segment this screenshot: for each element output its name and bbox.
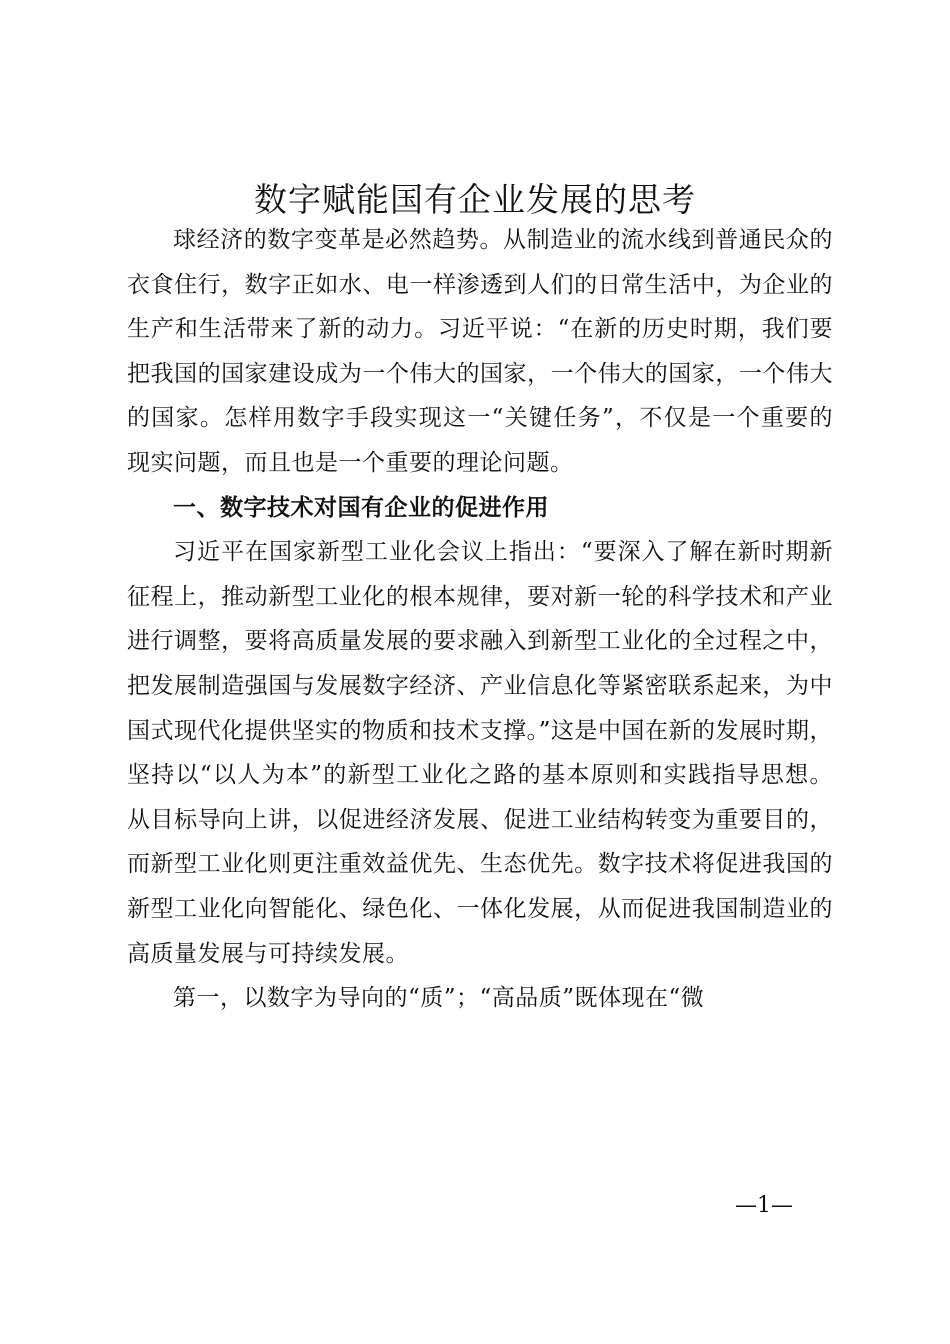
section-heading: 一、数字技术对国有企业的促进作用	[173, 494, 549, 521]
paragraph-first-point: 第一，以数字为导向的“质”；“高品质”既体现在“微	[173, 985, 705, 1012]
document-body	[127, 218, 833, 1021]
page-number: —1—	[735, 1193, 793, 1218]
page-title: 数字赋能国有企业发展的思考	[254, 180, 696, 219]
paragraph-intro: 球经济的数字变革是必然趋势。从制造业的流水线到普通民众的衣食住行，数字正如水、电一样渗透到人们的日常生活中，为企业的生产和生活带来了新的动力。习近平说：“在新的历史时期，我们要把我国的国家建设成为一个伟大的国家，一个伟大的国家，一个伟大的国家。怎样用数字手段实现这一“关键任务”，不仅是一个重要的现实问题，而且也是一个重要的理论问题。	[127, 227, 833, 476]
paragraph-section-one: 习近平在国家新型工业化会议上指出：“要深入了解在新时期新征程上，推动新型工业化的根本规律，要对新一轮的科学技术和产业进行调整，要将高质量发展的要求融入到新型工业化的全过程之中，把发展制造强国与发展数字经济、产业信息化等紧密联系起来，为中国式现代化提供坚实的物质和技术支撑。”这是中国在新的发展时期，坚持以“以人为本”的新型工业化之路的基本原则和实践指导思想。从目标导向上讲，以促进经济发展、促进工业结构转变为重要目的，而新型工业化则更注重效益优先、生态优先。数字技术将促进我国的新型工业化向智能化、绿色化、一体化发展，从而促进我国制造业的高质量发展与可持续发展。	[127, 539, 833, 967]
